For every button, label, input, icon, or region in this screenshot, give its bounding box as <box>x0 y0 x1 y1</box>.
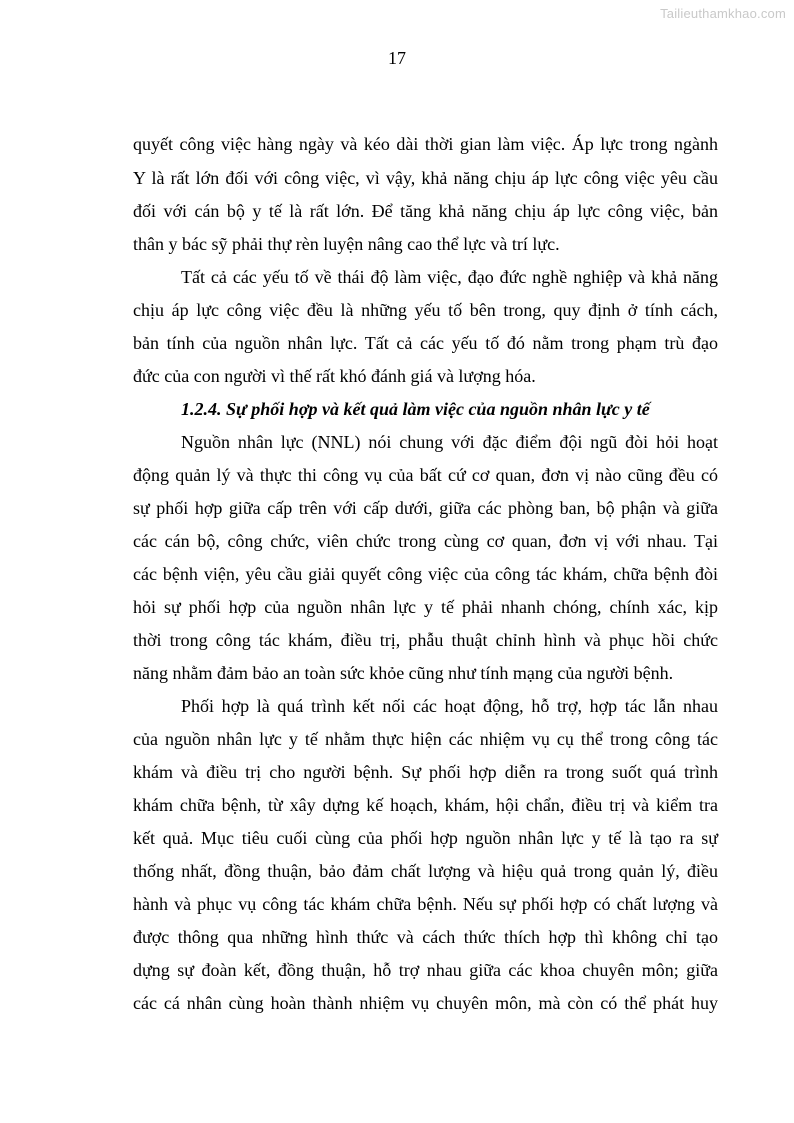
paragraph-3-line: thời trong công tác khám, điều trị, phẫu thuật chỉnh hình và phục hồi chức <box>133 630 718 650</box>
paragraph-4-line: thống nhất, đồng thuận, bảo đảm chất lượng và hiệu quả trong quản lý, điều <box>133 861 718 881</box>
paragraph-2-line: Tất cả các yếu tố về thái độ làm việc, đạo đức nghề nghiệp và khả năng <box>181 267 718 287</box>
paragraph-4-line: khám và điều trị cho người bệnh. Sự phối hợp diễn ra trong suốt quá trình <box>133 762 718 782</box>
paragraph-3-line: năng nhằm đảm bảo an toàn sức khỏe cũng như tính mạng của người bệnh. <box>133 663 674 683</box>
paragraph-1-line: quyết công việc hàng ngày và kéo dài thời gian làm việc. Áp lực trong ngành <box>133 134 718 154</box>
paragraph-2-line: bản tính của nguồn nhân lực. Tất cả các yếu tố đó nằm trong phạm trù đạo <box>133 333 718 353</box>
paragraph-4-line: Phối hợp là quá trình kết nối các hoạt động, hỗ trợ, hợp tác lẫn nhau <box>181 696 718 716</box>
section-heading: 1.2.4. Sự phối hợp và kết quả làm việc của nguồn nhân lực y tế <box>181 399 650 419</box>
paragraph-4-line: kết quả. Mục tiêu cuối cùng của phối hợp nguồn nhân lực y tế là tạo ra sự <box>133 828 718 848</box>
paragraph-3-line: động quản lý và thực thi công vụ của bất cứ cơ quan, đơn vị nào cũng đều có <box>133 465 718 485</box>
paragraph-4-line: khám chữa bệnh, từ xây dựng kế hoạch, khám, hội chẩn, điều trị và kiểm tra <box>133 795 718 815</box>
paragraph-4-line: của nguồn nhân lực y tế nhằm thực hiện các nhiệm vụ cụ thể trong công tác <box>133 729 718 749</box>
paragraph-3-line: các cán bộ, công chức, viên chức trong cùng cơ quan, đơn vị với nhau. Tại <box>133 531 718 551</box>
paragraph-3-line: các bệnh viện, yêu cầu giải quyết công việc của công tác khám, chữa bệnh đòi <box>133 564 718 584</box>
paragraph-4-line: được thông qua những hình thức và cách thức thích hợp thì không chỉ tạo <box>133 927 718 947</box>
paragraph-1-line: Y là rất lớn đối với công việc, vì vậy, khả năng chịu áp lực công việc yêu cầu <box>133 168 718 188</box>
paragraph-4-line: hành và phục vụ công tác khám chữa bệnh. Nếu sự phối hợp có chất lượng và <box>133 894 718 914</box>
paragraph-3-line: hỏi sự phối hợp của nguồn nhân lực y tế phải nhanh chóng, chính xác, kịp <box>133 597 718 617</box>
paragraph-1-line: thân y bác sỹ phải thự rèn luyện nâng cao thể lực và trí lực. <box>133 234 560 254</box>
paragraph-4-line: dựng sự đoàn kết, đồng thuận, hỗ trợ nhau giữa các khoa chuyên môn; giữa <box>133 960 718 980</box>
paragraph-3-line: sự phối hợp giữa cấp trên với cấp dưới, giữa các phòng ban, bộ phận và giữa <box>133 498 718 518</box>
watermark: Tailieuthamkhao.com <box>660 6 786 21</box>
paragraph-1-line: đối với cán bộ y tế là rất lớn. Để tăng khả năng chịu áp lực công việc, bản <box>133 201 718 221</box>
paragraph-2-line: chịu áp lực công việc đều là những yếu tố bên trong, quy định ở tính cách, <box>133 300 718 320</box>
page-number: 17 <box>388 48 406 68</box>
paragraph-3-line: Nguồn nhân lực (NNL) nói chung với đặc điểm đội ngũ đòi hỏi hoạt <box>181 432 718 452</box>
paragraph-2-line: đức của con người vì thế rất khó đánh giá và lượng hóa. <box>133 366 536 386</box>
paragraph-4-line: các cá nhân cùng hoàn thành nhiệm vụ chuyên môn, mà còn có thể phát huy <box>133 993 718 1013</box>
